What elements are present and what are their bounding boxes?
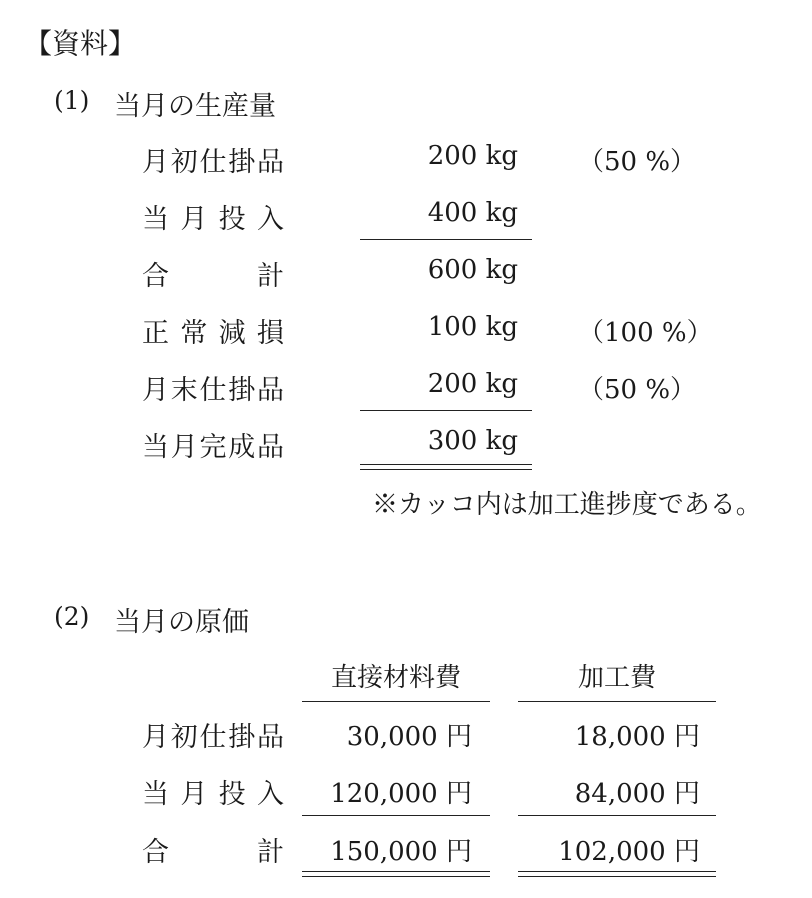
- subtotal-rule: [518, 815, 716, 816]
- section2-number: (2): [54, 602, 90, 631]
- document-title: 【資料】: [24, 27, 137, 60]
- header-rule: [518, 701, 716, 702]
- production-row-qty: 200 kg: [427, 141, 518, 171]
- processing-cost-value: 102,000 円: [558, 837, 700, 867]
- subtotal-rule: [360, 410, 532, 411]
- total-double-rule: [360, 464, 532, 470]
- subtotal-rule: [302, 815, 490, 816]
- production-row-label: 月初仕掛品: [142, 147, 284, 178]
- section1-number: (1): [54, 86, 90, 115]
- progress-note: ※カッコ内は加工進捗度である。: [372, 490, 762, 520]
- material-cost-header: 直接材料費: [330, 663, 461, 693]
- production-row-qty: 300 kg: [427, 426, 518, 456]
- production-row-label: 正常減損: [142, 318, 284, 349]
- material-cost-value: 150,000 円: [330, 837, 472, 867]
- material-cost-value: 30,000 円: [346, 722, 472, 752]
- cost-row-label: 合計: [142, 837, 284, 868]
- production-row-qty: 600 kg: [427, 255, 518, 285]
- material-cost-value: 120,000 円: [330, 779, 472, 809]
- section1-title: 当月の生産量: [114, 91, 276, 122]
- header-rule: [302, 701, 490, 702]
- production-row-pct: （100 %）: [578, 318, 713, 348]
- production-row-qty: 100 kg: [427, 312, 518, 342]
- production-row-qty: 200 kg: [427, 369, 518, 399]
- production-row-pct: （50 %）: [578, 375, 697, 405]
- processing-cost-value: 18,000 円: [574, 722, 700, 752]
- production-row-label: 合計: [142, 261, 284, 292]
- cost-row-label: 当月投入: [142, 779, 284, 810]
- total-double-rule: [302, 871, 490, 877]
- production-row-qty: 400 kg: [427, 198, 518, 228]
- production-row-pct: （50 %）: [578, 147, 697, 177]
- processing-cost-header: 加工費: [577, 663, 656, 693]
- cost-row-label: 月初仕掛品: [142, 722, 284, 753]
- production-row-label: 当月完成品: [142, 432, 284, 463]
- subtotal-rule: [360, 239, 532, 240]
- production-row-label: 月末仕掛品: [142, 375, 284, 406]
- production-row-label: 当月投入: [142, 204, 284, 235]
- section2-title: 当月の原価: [114, 607, 249, 638]
- processing-cost-value: 84,000 円: [574, 779, 700, 809]
- total-double-rule: [518, 871, 716, 877]
